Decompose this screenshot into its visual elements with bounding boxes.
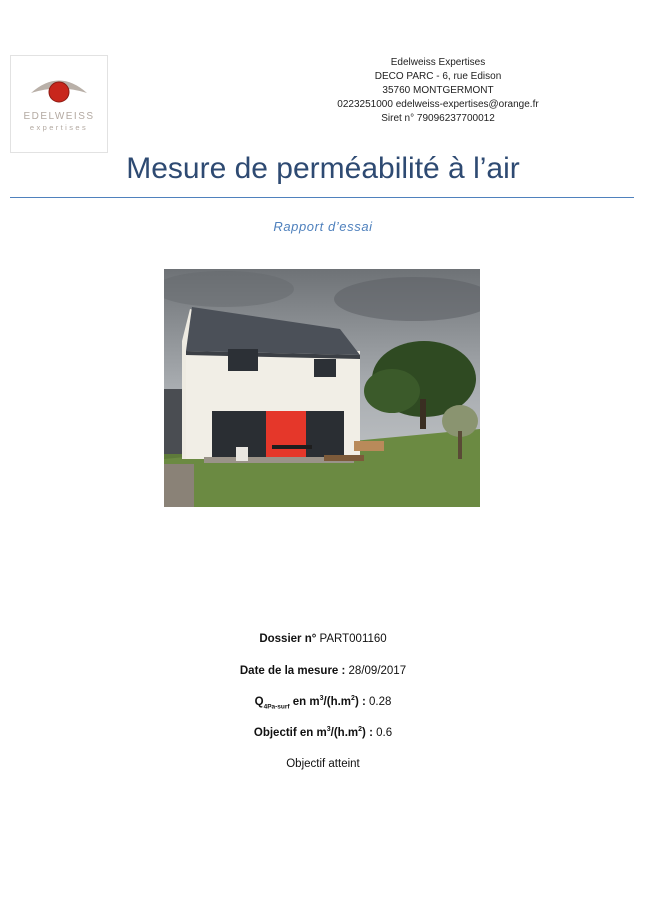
- q4pa-value: 0.28: [365, 695, 392, 708]
- house-photo: [164, 269, 480, 507]
- title-divider: [10, 197, 634, 198]
- dossier-value: PART001160: [316, 633, 387, 645]
- company-address-block: [300, 56, 576, 126]
- company-street: DECO PARC - 6, rue Edison: [374, 71, 502, 82]
- report-subtitle: Rapport d’essai: [273, 219, 373, 234]
- objective-result: Objectif atteint: [286, 758, 360, 770]
- company-logo: [10, 55, 108, 153]
- company-contact: 0223251000 edelweiss-expertises@orange.fr: [337, 99, 539, 110]
- date-line: [0, 665, 646, 677]
- objective-value: 0.6: [372, 726, 393, 739]
- company-city: 35760 MONTGERMONT: [382, 85, 494, 96]
- dossier-line: [0, 633, 646, 645]
- company-name: Edelweiss Expertises: [390, 57, 486, 68]
- q4pa-line: [0, 695, 646, 710]
- logo-brand-text: EDELWEISS: [23, 111, 95, 122]
- date-label: Date de la mesure :: [239, 665, 346, 677]
- logo-tagline-text: expertises: [29, 123, 89, 132]
- date-value: 28/09/2017: [345, 665, 407, 677]
- eye-logo-icon: [11, 56, 107, 111]
- company-siret: Siret n° 79096237700012: [381, 113, 495, 124]
- objective-line: [0, 726, 646, 739]
- dossier-label: Dossier n°: [259, 633, 317, 645]
- report-title: Mesure de perméabilité à l’air: [126, 152, 520, 185]
- objective-label: Objectif en $m^3/(h.m^2)$ :: [253, 726, 373, 739]
- q4pa-label: $Q_{4Pa-surf}$ en $m^3/(h.m^2)$ :: [254, 695, 366, 711]
